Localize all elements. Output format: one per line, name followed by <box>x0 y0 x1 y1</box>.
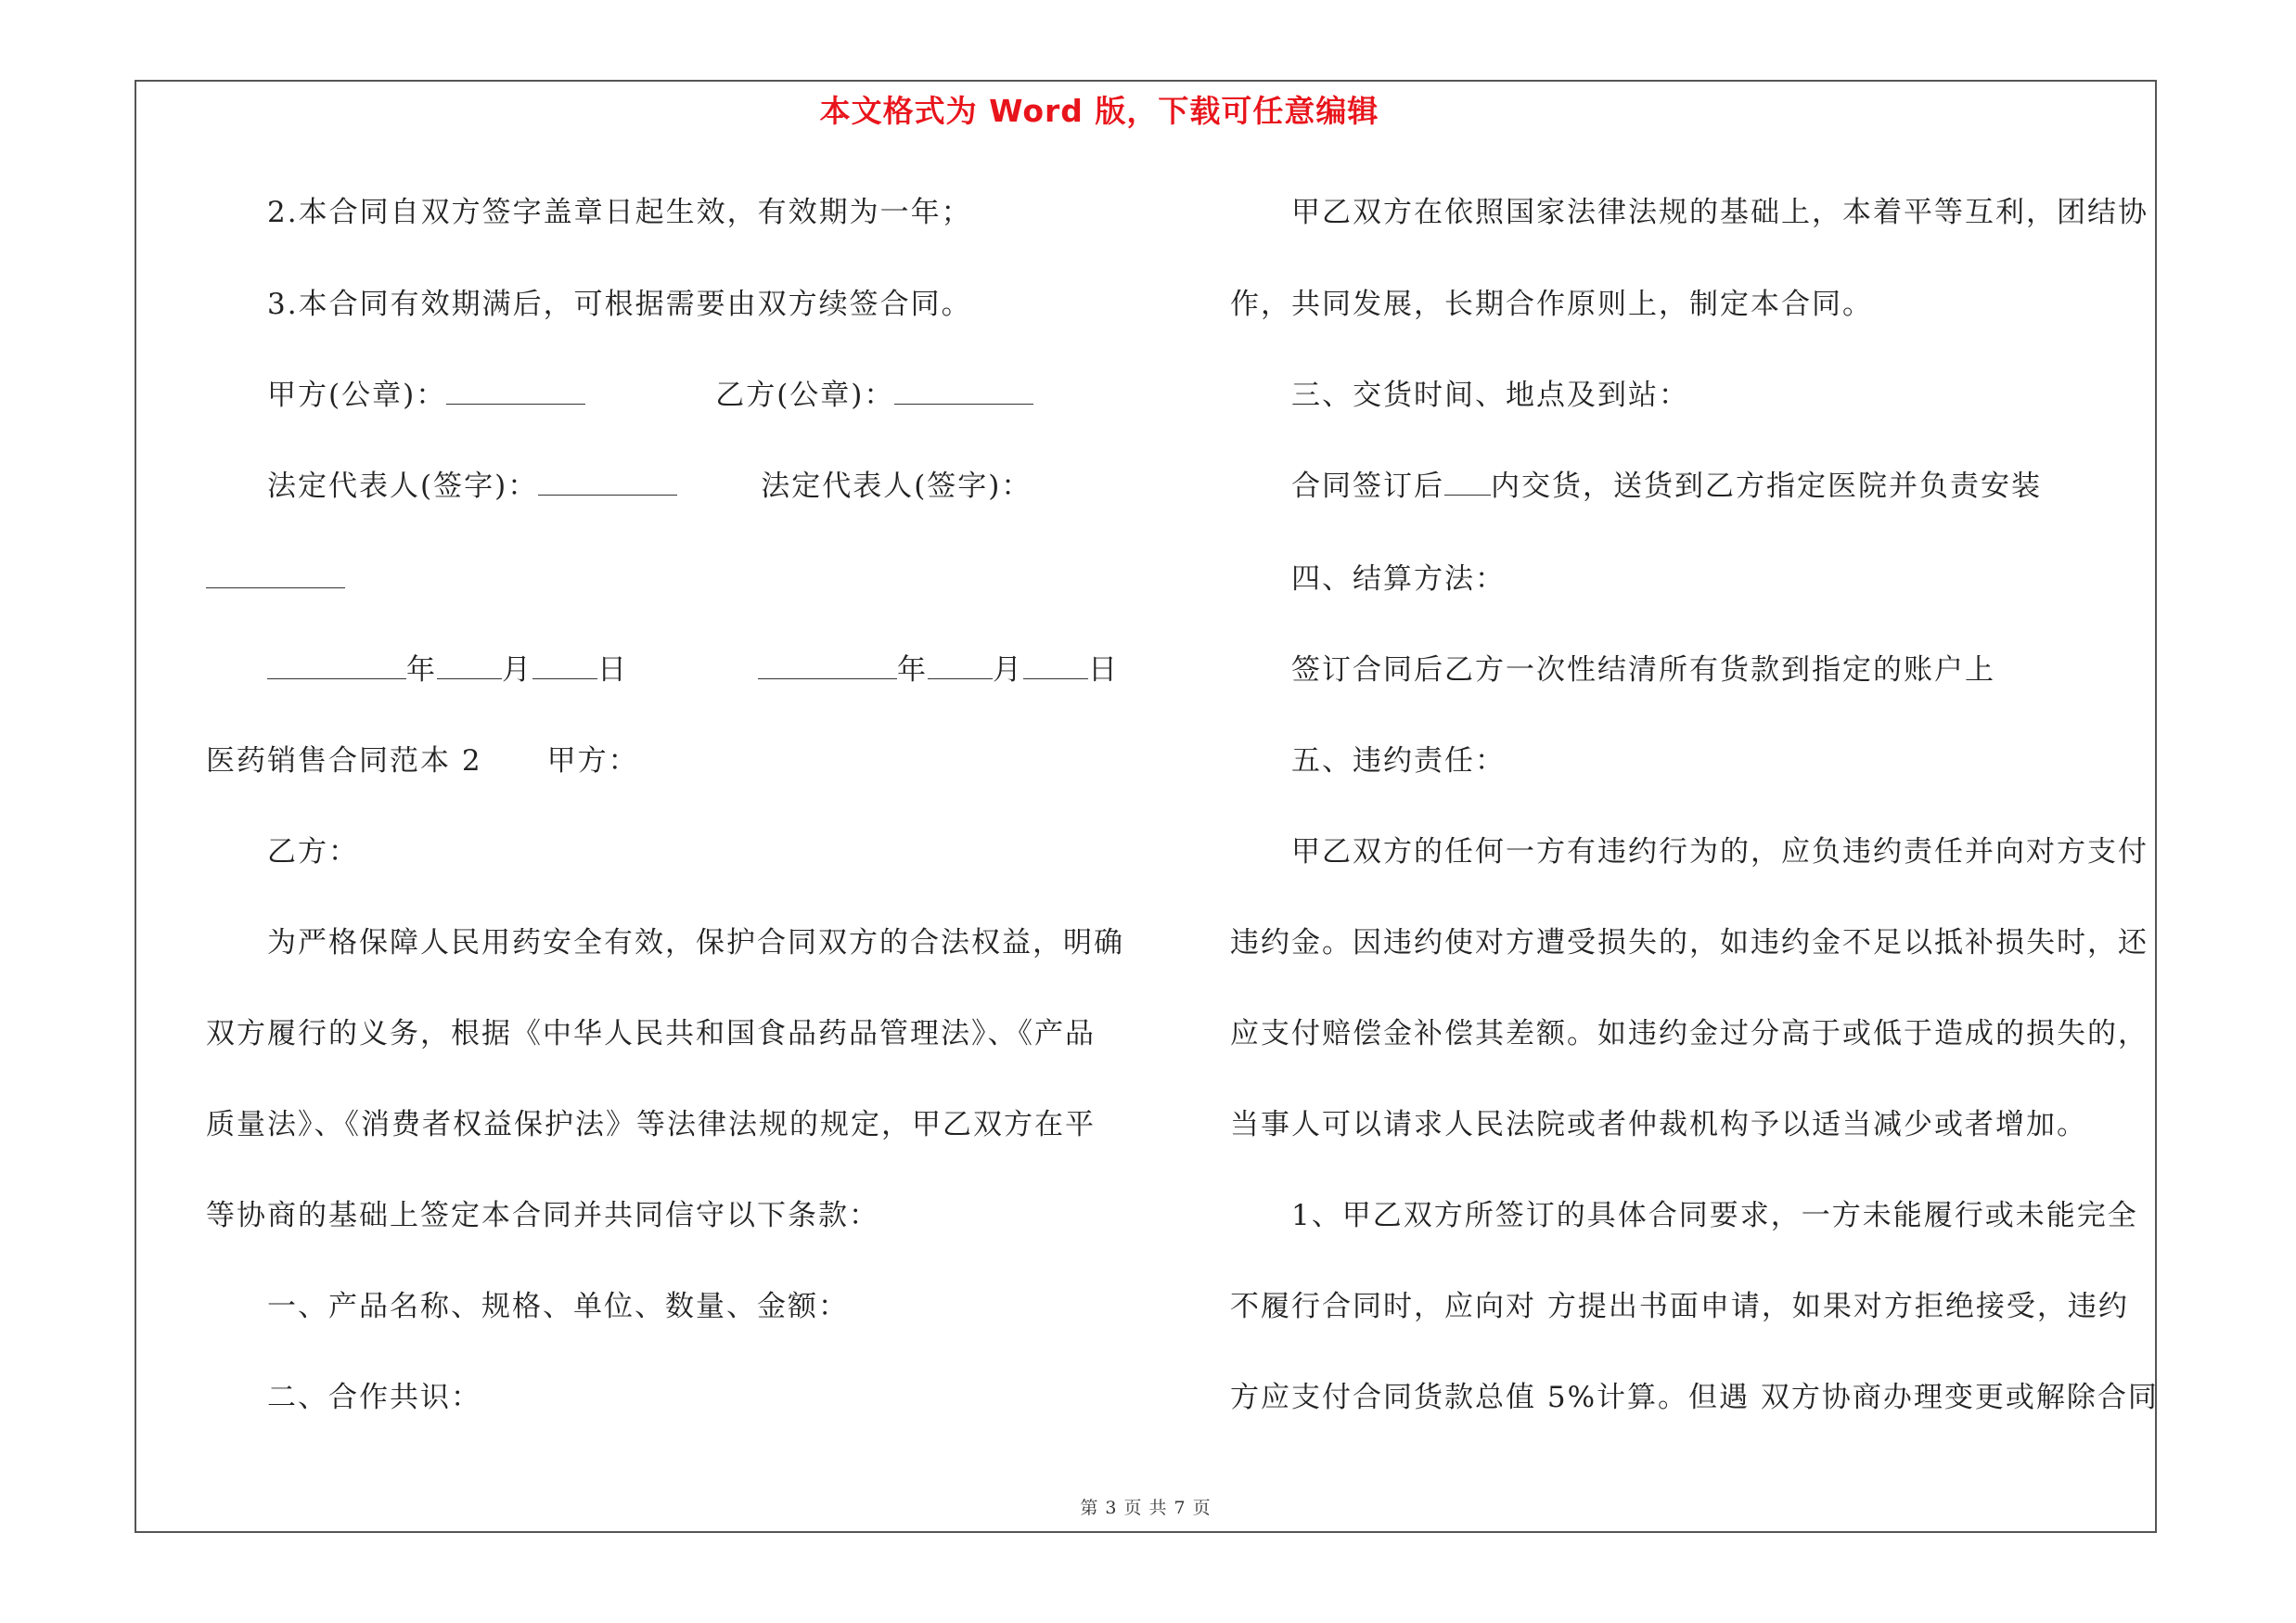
page-number-footer: 第 3 页 共 7 页 <box>1080 1498 1212 1518</box>
liability-line-3: 应支付赔偿金补偿其差额。如违约金过分高于或低于造成的损失的， <box>1230 1017 2148 1050</box>
validity-clause: 2.本合同自双方签字盖章日起生效，有效期为一年； <box>267 196 972 229</box>
party-b-rep-blank[interactable] <box>206 561 345 588</box>
clause-1-line-3: 方应支付合同货款总值 5%计算。但遇 双方协商办理变更或解除合同 <box>1230 1381 2159 1414</box>
delivery-clause <box>1230 468 2042 505</box>
clause-1-line-1: 1、甲乙双方所签订的具体合同要求，一方未能履行或未能完全 <box>1291 1199 2138 1232</box>
consensus-line-2: 作，共同发展，长期合作原则上，制定本合同。 <box>1230 288 1873 321</box>
liability-line-4: 当事人可以请求人民法院或者仲裁机构予以适当减少或者增加。 <box>1230 1108 2087 1141</box>
party-b-rep-label: 法定代表人(签字)： <box>761 470 1033 503</box>
date-a-day-blank[interactable] <box>532 652 597 679</box>
date-b-day: 日 <box>1088 653 1119 687</box>
party-b-seal-blank[interactable] <box>894 378 1033 405</box>
section-heading-2: 二、合作共识： <box>267 1381 481 1414</box>
party-a-rep-label: 法定代表人(签字)： <box>267 470 539 503</box>
date-a-day: 日 <box>597 653 628 687</box>
representative-row <box>206 468 1032 505</box>
seal-row <box>206 377 1033 414</box>
party-a-label: 甲方： <box>546 744 639 778</box>
date-a-year-blank[interactable] <box>267 652 406 679</box>
delivery-pre: 合同签订后 <box>1291 470 1444 503</box>
settlement-clause: 签订合同后乙方一次性结清所有货款到指定的账户上 <box>1291 653 1995 687</box>
section-heading-1: 一、产品名称、规格、单位、数量、金额： <box>267 1290 849 1323</box>
party-b-seal-label: 乙方(公章)： <box>715 379 895 412</box>
date-b-year-blank[interactable] <box>758 652 897 679</box>
party-b-label: 乙方： <box>267 835 359 869</box>
intro-line-2: 双方履行的义务，根据《中华人民共和国食品药品管理法》、《产品 <box>206 1017 1096 1050</box>
date-row <box>206 651 1119 689</box>
date-a-year: 年 <box>406 653 437 687</box>
date-b-month-blank[interactable] <box>928 652 993 679</box>
section-heading-4: 四、结算方法： <box>1291 562 1506 596</box>
party-a-seal-label: 甲方(公章)： <box>267 379 447 412</box>
date-a-month-blank[interactable] <box>437 652 502 679</box>
date-b-year: 年 <box>897 653 928 687</box>
clause-1-line-2: 不履行合同时，应向对 方提出书面申请，如果对方拒绝接受，违约 <box>1230 1290 2129 1323</box>
word-format-banner: 本文格式为 Word 版，下载可任意编辑 <box>819 93 1379 129</box>
delivery-days-blank[interactable] <box>1444 469 1491 496</box>
renewal-clause: 3.本合同有效期满后，可根据需要由双方续签合同。 <box>267 288 972 321</box>
party-b-rep-blank-row <box>206 560 345 598</box>
liability-line-1: 甲乙双方的任何一方有违约行为的，应负违约责任并向对方支付 <box>1291 835 2148 869</box>
intro-line-4: 等协商的基础上签定本合同并共同信守以下条款： <box>206 1199 879 1232</box>
delivery-post: 内交货，送货到乙方指定医院并负责安装 <box>1491 470 2042 503</box>
liability-line-2: 违约金。因违约使对方遭受损失的，如违约金不足以抵补损失时，还 <box>1230 926 2148 960</box>
date-b-day-blank[interactable] <box>1023 652 1088 679</box>
intro-line-3: 质量法》、《消费者权益保护法》等法律法规的规定，甲乙双方在平 <box>206 1108 1096 1141</box>
date-a-month: 月 <box>502 653 532 687</box>
party-a-rep-blank[interactable] <box>538 469 677 496</box>
date-b-month: 月 <box>993 653 1023 687</box>
party-a-seal-blank[interactable] <box>446 378 585 405</box>
section-heading-5: 五、违约责任： <box>1291 744 1506 778</box>
intro-line-1: 为严格保障人民用药安全有效，保护合同双方的合法权益，明确 <box>267 926 1124 960</box>
consensus-line-1: 甲乙双方在依照国家法律法规的基础上，本着平等互利，团结协 <box>1291 196 2148 229</box>
section-heading-3: 三、交货时间、地点及到站： <box>1291 379 1689 412</box>
contract-title: 医药销售合同范本 2 <box>206 744 482 778</box>
contract-title-row <box>206 742 639 779</box>
